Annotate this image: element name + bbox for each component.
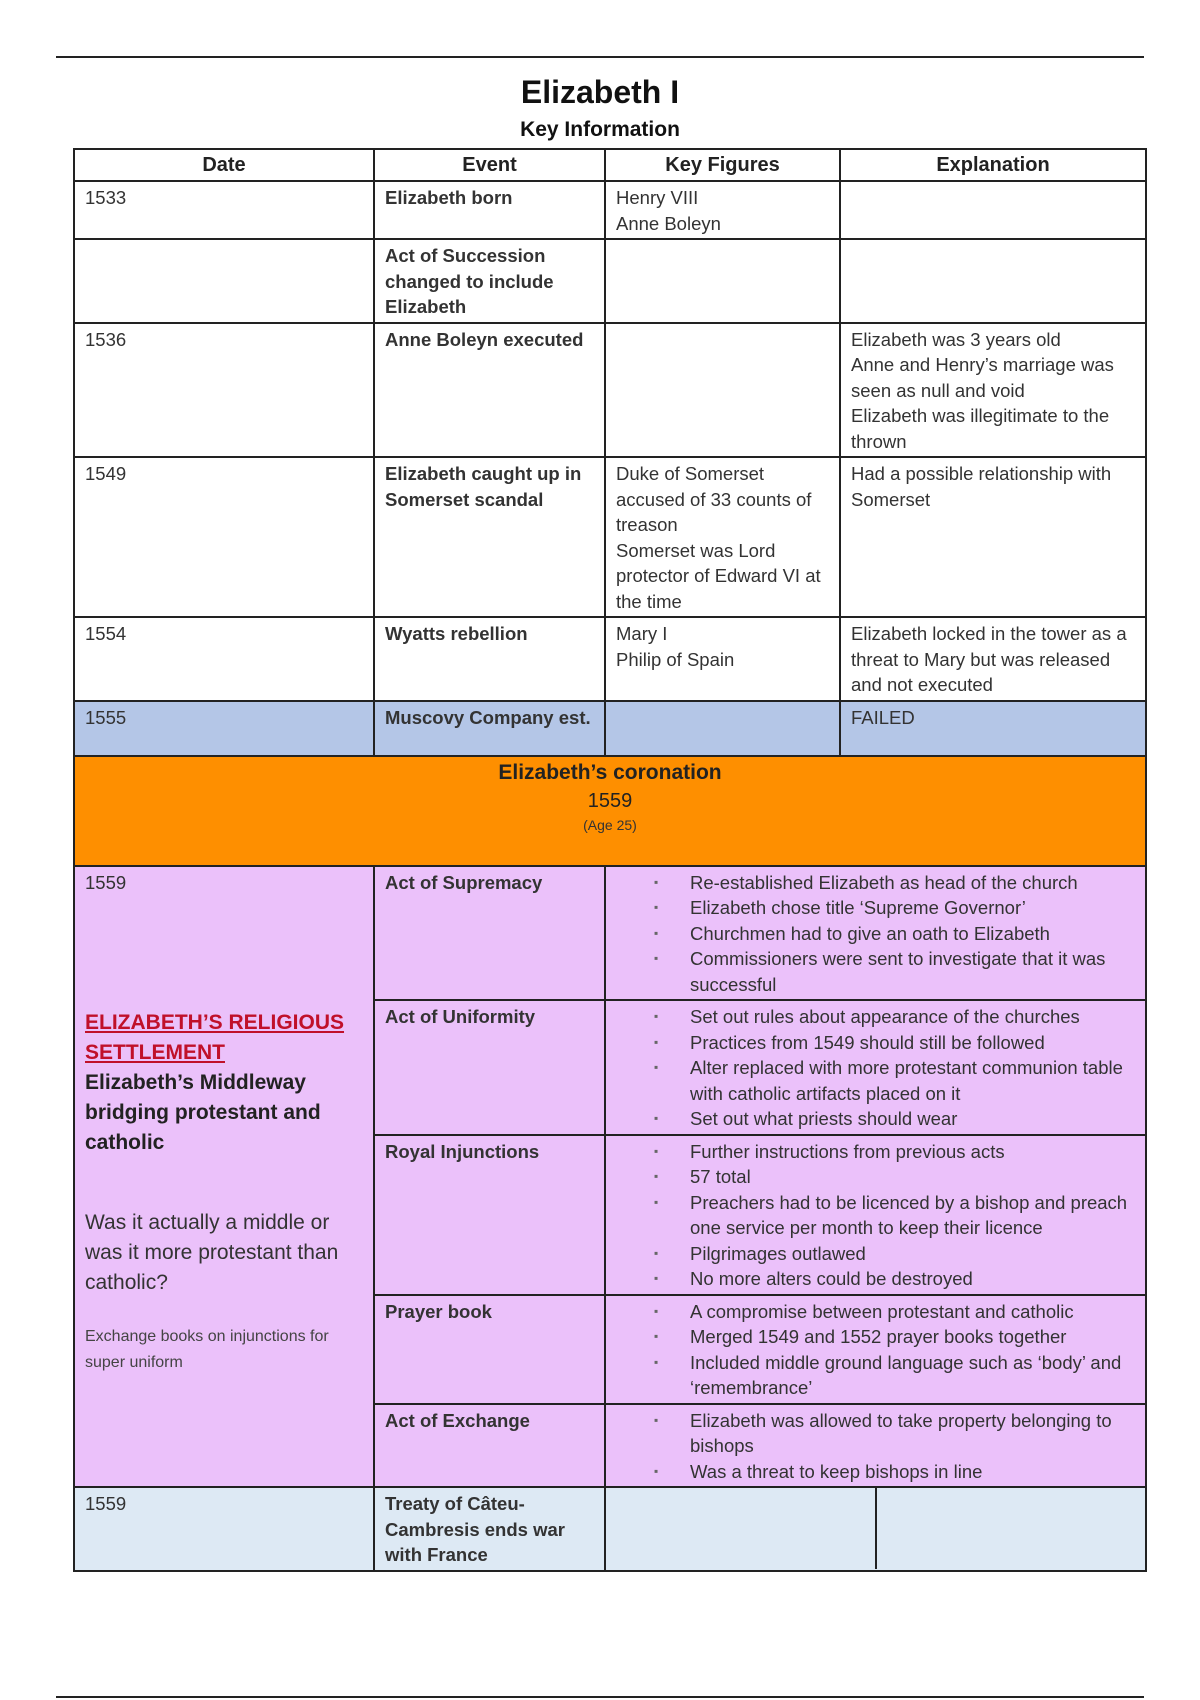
act-name-cell: Prayer book [374,1295,605,1404]
explanation-text: Had a possible relationship with Somerset [851,463,1112,510]
figures-cell [605,323,840,458]
date-cell [74,239,374,323]
act-points-cell [605,1000,1146,1135]
list-item: ▪ Pilgrimages outlawed [616,1241,1135,1267]
table-row [74,457,1146,617]
date-cell: 1536 [74,323,374,458]
settlement-subheading: Elizabeth’s Middleway bridging protestant and catholic [85,1071,321,1154]
list-item: ▪ Set out rules about appearance of the churches [616,1004,1135,1030]
event-cell: Elizabeth born [374,181,605,239]
header-date: Date [74,149,374,181]
figure-text: Duke of Somerset accused of 33 counts of treason [616,463,812,535]
date-cell: 1549 [74,457,374,617]
explanation-cell [840,701,1146,756]
header-event: Event [374,149,605,181]
act-points-list [616,1139,1135,1292]
event-cell: Anne Boleyn executed [374,323,605,458]
list-item: ▪ A compromise between protestant and catholic [616,1299,1135,1325]
event-cell: Elizabeth caught up in Somerset scandal [374,457,605,617]
figure-text: Mary I [616,623,668,644]
empty-cell [877,1488,1145,1569]
header-row [74,149,1146,181]
settlement-note: Exchange books on injunctions for super uniform [85,1328,329,1371]
act-points-list [616,1299,1135,1401]
date-cell: 1533 [74,181,374,239]
explanation-text: FAILED [851,706,915,728]
event-cell: Treaty of Câteu-Cambresis ends war with France [374,1487,605,1571]
coronation-banner [74,756,1146,866]
act-points-cell [605,1295,1146,1404]
figure-text: Henry VIII [616,187,699,208]
top-rule [56,56,1144,58]
figure-text: Philip of Spain [616,648,735,670]
date-text: 1559 [85,871,127,893]
list-item: ▪ Set out what priests should wear [616,1106,1135,1132]
figures-cell [605,181,840,239]
explanation-cell [840,457,1146,617]
settlement-summary-cell [74,866,374,1488]
coronation-title: Elizabeth’s coronation [498,760,722,784]
header-explanation: Explanation [840,149,1146,181]
header-key-figures: Key Figures [605,149,840,181]
list-item: ▪ Further instructions from previous acts [616,1139,1135,1165]
settlement-heading-line: ELIZABETH’S RELIGIOUS [85,1011,345,1034]
explanation-cell [840,323,1146,458]
table-row [74,1487,1146,1571]
explanation-text: Elizabeth was 3 years old [851,328,1061,350]
figures-cell [605,701,840,756]
list-item: ▪ Preachers had to be licenced by a bishop and preach one service per month to keep their licence [616,1190,1135,1241]
coronation-row [74,756,1146,866]
list-item: ▪ Elizabeth was allowed to take property belonging to bishops [616,1408,1135,1459]
act-points-list [616,870,1135,998]
table-row [74,181,1146,239]
list-item: ▪ Included middle ground language such as ‘body’ and ‘remembrance’ [616,1350,1135,1401]
explanation-text: Anne and Henry’s marriage was seen as null and void [851,354,1114,401]
date-cell: 1559 [74,1487,374,1571]
table-row [74,617,1146,701]
act-points-cell [605,1135,1146,1295]
event-cell: Muscovy Company est. [374,701,605,756]
list-item: ▪ Elizabeth chose title ‘Supreme Governor’ [616,895,1135,921]
explanation-cell [840,181,1146,239]
explanation-text: Elizabeth locked in the tower as a threat to Mary but was released and not executed [851,623,1127,695]
coronation-age: (Age 25) [583,816,637,833]
explanation-cell [840,617,1146,701]
act-points-list [616,1408,1135,1485]
figures-cell [605,457,840,617]
event-cell: Wyatts rebellion [374,617,605,701]
page-subtitle: Key Information [520,118,680,141]
table-row [74,239,1146,323]
split-cell-container [606,1488,1145,1569]
settlement-heading-line: SETTLEMENT [85,1041,225,1064]
key-information-table [73,148,1147,1572]
settlement-question: Was it actually a middle or was it more protestant than catholic? [85,1211,339,1294]
page-title: Elizabeth I [520,74,680,110]
act-points-cell [605,866,1146,1001]
date-cell: 1555 [74,701,374,756]
act-name-cell: Act of Supremacy [374,866,605,1001]
event-cell: Act of Succession changed to include Elizabeth [374,239,605,323]
list-item: ▪ 57 total [616,1164,1135,1190]
act-name-cell: Act of Exchange [374,1404,605,1488]
act-name-cell: Royal Injunctions [374,1135,605,1295]
bottom-rule [56,1696,1144,1698]
act-points-list [616,1004,1135,1132]
list-item: ▪ Commissioners were sent to investigate that it was successful [616,946,1135,997]
list-item: ▪ Re-established Elizabeth as head of the church [616,870,1135,896]
explanation-cell [840,239,1146,323]
settlement-row [74,866,1146,1001]
table-row [74,701,1146,756]
act-points-cell [605,1404,1146,1488]
list-item: ▪ Practices from 1549 should still be followed [616,1030,1135,1056]
figures-cell [605,239,840,323]
act-name-cell: Act of Uniformity [374,1000,605,1135]
list-item: ▪ Merged 1549 and 1552 prayer books together [616,1324,1135,1350]
date-cell: 1554 [74,617,374,701]
figures-cell [605,617,840,701]
list-item: ▪ Was a threat to keep bishops in line [616,1459,1135,1485]
list-item: ▪ Churchmen had to give an oath to Elizabeth [616,921,1135,947]
list-item: ▪ Alter replaced with more protestant communion table with catholic artifacts placed on it [616,1055,1135,1106]
explanation-text: Elizabeth was illegitimate to the thrown [851,405,1110,452]
coronation-year: 1559 [587,789,633,812]
empty-split-cell [605,1487,1146,1571]
figure-text: Somerset was Lord protector of Edward VI at the time [616,539,821,612]
list-item: ▪ No more alters could be destroyed [616,1266,1135,1292]
table-row [74,323,1146,458]
empty-cell [606,1488,877,1569]
settlement-heading [85,1008,363,1068]
figure-text: Anne Boleyn [616,212,721,234]
